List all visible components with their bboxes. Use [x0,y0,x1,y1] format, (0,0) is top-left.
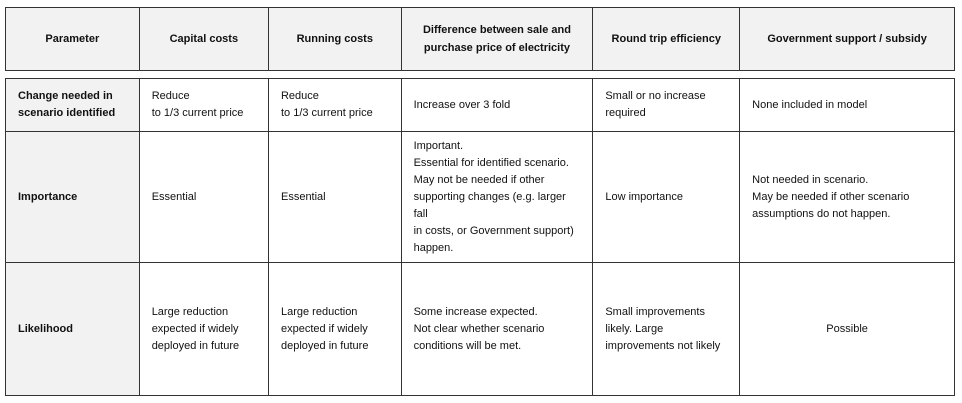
header-round-trip-efficiency: Round trip efficiency [593,8,740,71]
cell-likelihood-capital-costs: Large reduction expected if widely deployed in future [139,263,268,396]
header-government-support: Government support / subsidy [740,8,955,71]
row-label-likelihood: Likelihood [6,263,140,396]
table-row-likelihood [6,263,955,396]
cell-likelihood-government-support: Possible [740,263,955,396]
cell-likelihood-round-trip-efficiency: Small improvements likely. Large improvements not likely [593,263,740,396]
cell-change-round-trip-efficiency: Small or no increase required [593,79,740,132]
header-table [5,7,955,71]
cell-importance-capital-costs: Essential [139,132,268,263]
header-running-costs: Running costs [268,8,401,71]
cell-likelihood-price-difference: Some increase expected. Not clear whether scenario conditions will be met. [401,263,593,396]
cell-change-price-difference: Increase over 3 fold [401,79,593,132]
cell-change-running-costs: Reduce to 1/3 current price [268,79,401,132]
cell-change-government-support: None included in model [740,79,955,132]
cell-likelihood-running-costs: Large reduction expected if widely deployed in future [268,263,401,396]
cell-change-capital-costs: Reduce to 1/3 current price [139,79,268,132]
cell-importance-government-support: Not needed in scenario. May be needed if other scenario assumptions do not happen. [740,132,955,263]
header-row [6,8,955,71]
table-row-change-needed [6,79,955,132]
row-label-importance: Importance [6,132,140,263]
cell-importance-price-difference: Important. Essential for identified scenario. May not be needed if other supporting changes (e.g. larger fall in costs, or Government support) happen. [401,132,593,263]
table-row-importance [6,132,955,263]
row-label-change-needed: Change needed in scenario identified [6,79,140,132]
body-table [5,78,955,396]
header-price-difference: Difference between sale and purchase price of electricity [401,8,593,71]
header-capital-costs: Capital costs [139,8,268,71]
cell-importance-round-trip-efficiency: Low importance [593,132,740,263]
cell-importance-running-costs: Essential [268,132,401,263]
header-parameter: Parameter [6,8,140,71]
